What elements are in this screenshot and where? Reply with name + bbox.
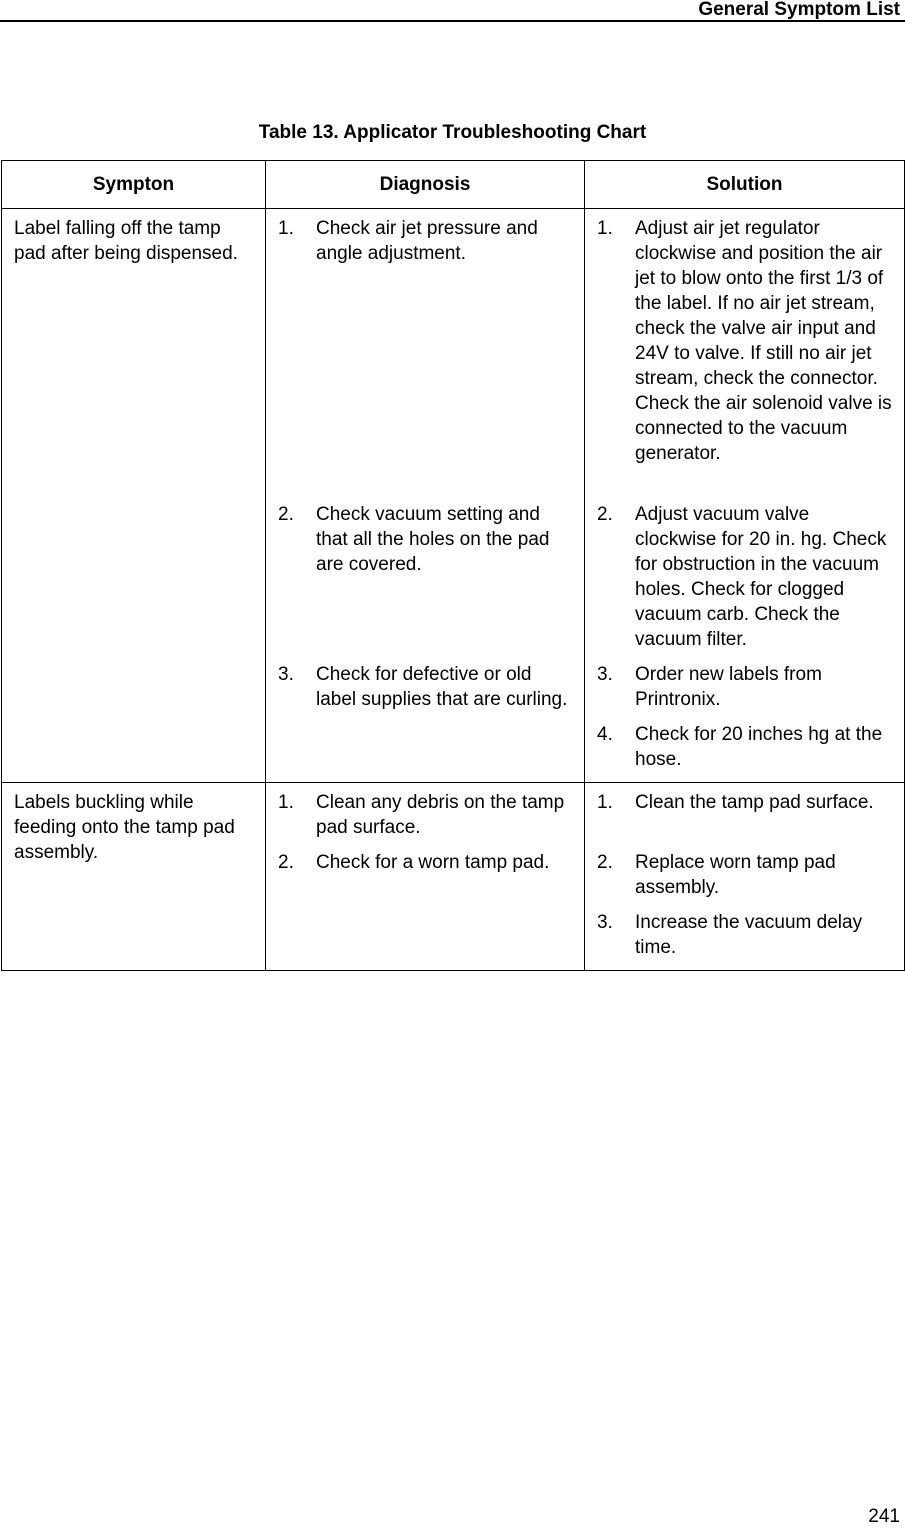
solution-cell [585,783,905,971]
solution-cell [585,209,905,783]
item-number: 2. [597,852,613,873]
item-text: Adjust vacuum valve clockwise for 20 in. hg. Check for obstruction in the vacuum holes. Check for clogged vacuum carb. Check the vacuum filter. [635,504,887,650]
symptom-cell: Label falling off the tamp pad after being dispensed. [2,209,266,783]
list-item [597,910,892,960]
table-row [2,783,905,971]
symptom-cell: Labels buckling while feeding onto the tamp pad assembly. [2,783,266,971]
item-text: Adjust air jet regulator clockwise and position the air jet to blow onto the first 1/3 of the label. If no air jet stream, check the valve air input and 24V to valve. If still no air jet stream, check the connector. Check the air solenoid valve is connected to the vacuum generator. [635,218,892,464]
item-number: 3. [597,912,613,933]
table-row [2,209,905,783]
item-text: Check vacuum setting and that all the holes on the pad are covered. [316,504,550,575]
item-number: 2. [597,504,613,525]
list-item [597,502,892,662]
list-item [278,662,572,712]
list-item [597,850,892,910]
item-text: Check for defective or old label supplies that are curling. [316,664,568,710]
item-text: Clean the tamp pad surface. [635,792,874,813]
item-number: 2. [278,504,294,525]
running-header-title: General Symptom List [698,0,900,20]
list-item [597,662,892,722]
item-number: 1. [278,218,294,239]
diagnosis-cell [266,209,585,783]
column-header-solution: Solution [585,161,905,209]
item-text: Order new labels from Printronix. [635,664,822,710]
item-text: Increase the vacuum delay time. [635,912,863,958]
column-header-symptom: Sympton [2,161,266,209]
table-caption: Table 13. Applicator Troubleshooting Chart [258,122,647,143]
item-number: 3. [278,664,294,685]
item-number: 1. [597,218,613,239]
item-number: 2. [278,852,294,873]
header-rule [0,20,905,22]
list-item [597,790,892,850]
item-text: Check for a worn tamp pad. [316,852,550,873]
item-number: 3. [597,664,613,685]
list-item [278,216,572,502]
diagnosis-cell [266,783,585,971]
list-item [278,502,572,662]
table-header-row [2,161,905,209]
item-number: 1. [278,792,294,813]
list-item [278,790,572,850]
list-item [597,216,892,502]
troubleshooting-table [1,160,905,971]
item-text: Check for 20 inches hg at the hose. [635,724,883,770]
item-number: 4. [597,724,613,745]
item-text: Check air jet pressure and angle adjustment. [316,218,538,264]
list-item [597,722,892,772]
list-item [278,850,572,875]
item-number: 1. [597,792,613,813]
item-text: Replace worn tamp pad assembly. [635,852,836,898]
item-text: Clean any debris on the tamp pad surface. [316,792,565,838]
page-number: 241 [868,1506,900,1527]
column-header-diagnosis: Diagnosis [266,161,585,209]
